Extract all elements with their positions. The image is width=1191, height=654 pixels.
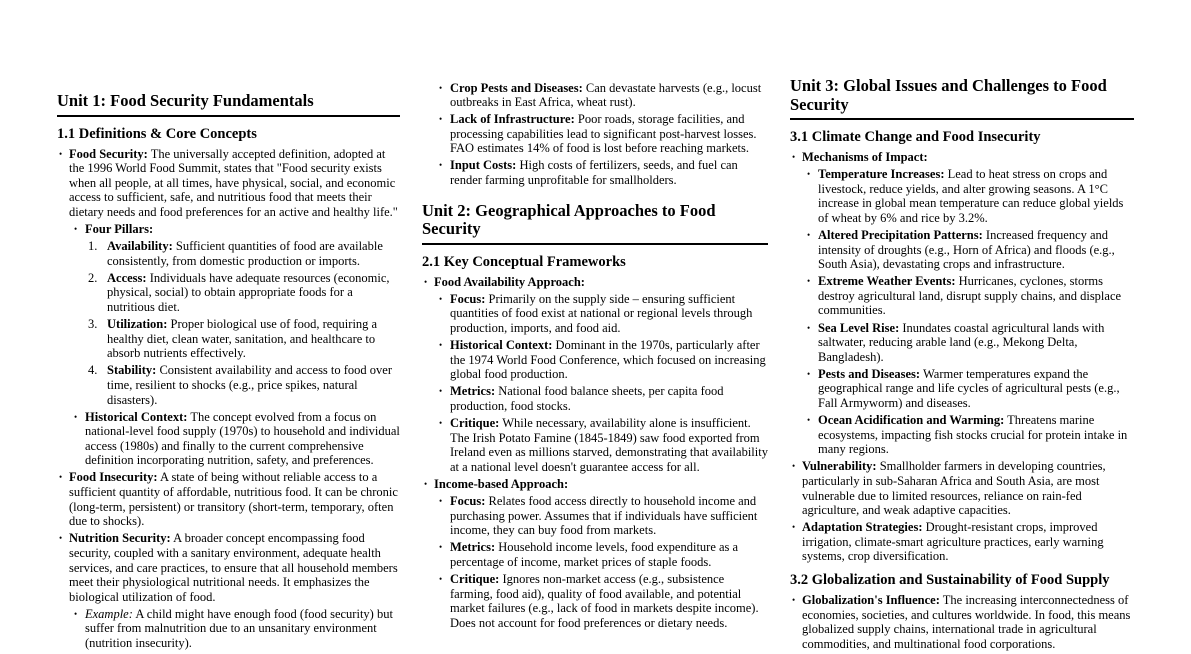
item-text: Can devastate harvests (e.g., locust outbreaks in East Africa, wheat rust). [450,80,762,110]
bullet-marker: • [807,276,811,287]
item-text: National food balance sheets, per capita food production, food stocks. [450,384,724,413]
bullet-marker: • [439,340,443,351]
term-label: Adaptation Strategies: [802,520,923,535]
list-item [790,321,1134,365]
section-heading: 3.2 Globalization and Sustainability of Food Supply [790,572,1110,589]
term-label: Four Pillars: [85,221,154,236]
list-item [422,338,768,382]
bullet-marker: • [792,152,796,162]
item-text: Lead to heat stress on crops and livestock, reduce yields, and alter growing seasons. A 1°C increase in global mean temperature can reduce global yields of wheat by 6% and rice by 3.2%. [818,167,1124,225]
item-text: Warmer temperatures expand the geographical range and life cycles of agricultural pests (e.g., Fall Armyworm) and diseases. [818,366,1120,410]
item-text: Smallholder farmers in developing countries, particularly in sub-Saharan Africa and South Asia, are most vulnerable due to limited resources, reliance on rain-fed agriculture, and weak adaptive capacities. [802,459,1106,518]
list-item [422,494,768,538]
list-item [790,167,1134,225]
term-label: Availability: [107,239,173,254]
item-text: Ignores non-market access (e.g., subsistence farming, food aid), quality of food available, and potential market failures (e.g., lack of food in markets despite income). Does not account for food preferences or dietary needs. [450,571,759,630]
item-text: While necessary, availability alone is insufficient. The Irish Potato Famine (1845-1849) saw food exported from Ireland even as millions starved, demonstrating that availability at a national level doesn't guarantee access for all. [450,416,768,474]
section-heading: 3.1 Climate Change and Food Insecurity [790,129,1041,145]
item-text: Inundates coastal agricultural lands with saltwater, reducing arable land (e.g., Mekong Delta, Bangladesh). [818,320,1105,364]
list-item [57,239,400,268]
term-label: Metrics: [450,540,496,555]
item-text: A child might have enough food (food security) but suffer from malnutrition due to an unsanitary environment (nutrition insecurity). [85,606,393,650]
bullet-marker: • [439,542,443,553]
list-item [422,477,768,492]
item-text: The universally accepted definition, adopted at the 1996 World Food Summit, states that "Food security exists when all people, at all times, have physical, social, and economic access to sufficient, safe, and nutritious food that meets their dietary needs and food preferences for an active and healthy life." [69,146,398,219]
term-label: Pests and Diseases: [818,366,921,381]
list-item [57,317,400,361]
bullet-marker: • [807,322,811,333]
term-label: Vulnerability: [802,459,877,474]
bullet-marker: • [424,276,428,287]
item-text: Household income levels, food expenditure as a percentage of income, market prices of staple foods. [450,540,739,569]
item-text: Consistent availability and access to food over time, resilient to shocks (e.g., price spikes, natural disasters). [107,363,393,407]
list-item [422,416,768,474]
bullet-marker: • [439,293,443,304]
list-item [790,520,1134,564]
list-item [790,413,1134,457]
term-label: Critique: [450,571,500,586]
item-text: Dominant in the 1970s, particularly after the 1974 World Food Conference, which focused on increasing global food production. [450,338,766,382]
item-text: High costs of fertilizers, seeds, and fuel can render farming unprofitable for smallholders. [450,158,738,188]
list-item [790,150,1134,165]
term-label: Nutrition Security: [69,531,171,546]
term-label: Lack of Infrastructure: [450,112,575,127]
list-item [790,274,1134,318]
list-item [790,593,1134,651]
section-heading: 1.1 Definitions & Core Concepts [57,125,257,142]
item-text: Sufficient quantities of food are available consistently, from domestic production or imports. [107,239,383,268]
column-3 [790,77,1134,654]
term-label: Historical Context: [450,338,553,353]
list-item [790,459,1134,517]
bullet-marker: • [439,495,443,506]
bullet-list [790,150,1134,564]
bullet-list [57,147,400,651]
list-item [422,384,768,413]
term-label: Focus: [450,291,486,306]
bullet-marker: • [807,415,811,426]
unit-heading: Unit 1: Food Security Fundamentals [57,92,400,117]
item-text: Poor roads, storage facilities, and processing capabilities lead to significant post-harvest losses. FAO estimates 14% of food is lost before reaching markets. [450,112,757,156]
list-item [422,158,768,187]
list-item [57,607,400,651]
term-label: Food Availability Approach: [434,274,585,289]
item-text: Drought-resistant crops, improved irrigation, climate-smart agriculture practices, early warning systems, crop diversification. [802,520,1104,564]
term-label: Food Insecurity: [69,470,158,485]
number-marker: 1. [88,239,98,254]
term-label: Globalization's Influence: [802,593,940,608]
list-item [422,292,768,336]
bullet-marker: • [59,472,63,483]
bullet-marker: • [439,573,443,584]
item-text: Hurricanes, cyclones, storms destroy agricultural land, disrupt supply chains, and displace communities. [818,274,1122,318]
bullet-marker: • [439,160,443,171]
list-item [790,367,1134,411]
term-label: Access: [107,270,147,285]
term-label: Food Security: [69,146,148,161]
term-label: Extreme Weather Events: [818,274,956,289]
term-label: Utilization: [107,317,168,332]
bullet-list [422,275,768,631]
unit-heading: Unit 2: Geographical Approaches to Food Security [422,202,768,245]
term-label: Mechanisms of Impact: [802,150,928,164]
bullet-marker: • [439,82,443,93]
item-text: The concept evolved from a focus on national-level food supply (1970s) to household and individual access (1980s) and finally to the current comprehensive definition incorporating nutrition, safety, and preferences. [85,409,400,468]
bullet-marker: • [792,461,796,472]
number-marker: 4. [88,363,98,378]
column-1 [57,92,400,653]
term-label: Sea Level Rise: [818,320,900,335]
bullet-marker: • [424,478,428,489]
list-item [790,228,1134,272]
list-item [422,540,768,569]
bullet-marker: • [439,114,443,125]
term-label: Temperature Increases: [818,167,945,182]
bullet-marker: • [807,368,811,379]
list-item [57,363,400,407]
list-item [422,81,768,110]
term-label: Input Costs: [450,158,517,173]
bullet-marker: • [439,386,443,397]
term-label: Altered Precipitation Patterns: [818,227,983,242]
list-item [57,222,400,237]
section-heading: 2.1 Key Conceptual Frameworks [422,253,626,270]
bullet-marker: • [807,169,811,180]
item-text: A state of being without reliable access to a sufficient quantity of affordable, nutritious food. It can be chronic (long-term, persistent) or transitory (short-term, temporary, often due to shocks). [69,470,398,529]
term-label: Example: [85,606,133,621]
list-item [57,470,400,528]
term-label: Ocean Acidification and Warming: [818,413,1005,428]
list-item [57,531,400,604]
unit-heading: Unit 3: Global Issues and Challenges to Food Security [790,77,1134,120]
list-item [57,147,400,220]
term-label: Critique: [450,416,500,430]
bullet-marker: • [74,223,78,234]
bullet-marker: • [792,522,796,533]
number-marker: 3. [88,317,98,332]
term-label: Income-based Approach: [434,476,569,491]
item-text: Increased frequency and intensity of droughts (e.g., Horn of Africa) and floods (e.g., South Asia), devastating crops and infrastructure. [818,227,1115,272]
list-item [422,275,768,290]
number-marker: 2. [88,270,98,285]
term-label: Crop Pests and Diseases: [450,80,583,95]
list-item [57,410,400,468]
bullet-marker: • [792,595,796,606]
bullet-marker: • [74,411,78,422]
list-item [422,572,768,630]
item-text: The increasing interconnectedness of economies, societies, and cultures worldwide. In food, this means globalized supply chains, international trade in agricultural commodities, and multinational food corporations. [802,593,1131,651]
item-text: A broader concept encompassing food security, coupled with a sanitary environment, adequate health services, and care practices, to ensure that all household members meet their physiological nutritional needs. It emphasizes the biological utilization of food. [69,531,398,604]
item-text: Relates food access directly to household income and purchasing power. Assumes that if individuals have sufficient income, they can buy food from markets. [450,493,758,538]
term-label: Stability: [107,363,157,378]
bullet-marker: • [59,533,63,544]
item-text: Threatens marine ecosystems, impacting fish stocks crucial for protein intake in many regions. [818,413,1128,457]
bullet-marker: • [439,418,443,428]
bullet-list [790,593,1134,651]
term-label: Historical Context: [85,409,188,424]
item-text: Primarily on the supply side – ensuring sufficient quantities of food exist at national or regional levels through production, imports, and food aid. [450,291,753,335]
column-2 [422,78,768,633]
list-item [57,271,400,315]
term-label: Focus: [450,493,486,508]
bullet-marker: • [807,229,811,240]
bullet-list [422,81,768,188]
item-text: Individuals have adequate resources (economic, physical, social) to obtain appropriate foods for a nutritious diet. [107,270,390,314]
bullet-marker: • [74,608,78,619]
bullet-marker: • [59,148,63,159]
term-label: Metrics: [450,384,496,399]
item-text: Proper biological use of food, requiring a healthy diet, clean water, sanitation, and healthcare to absorb nutrients effectively. [107,317,378,361]
list-item [422,112,768,156]
